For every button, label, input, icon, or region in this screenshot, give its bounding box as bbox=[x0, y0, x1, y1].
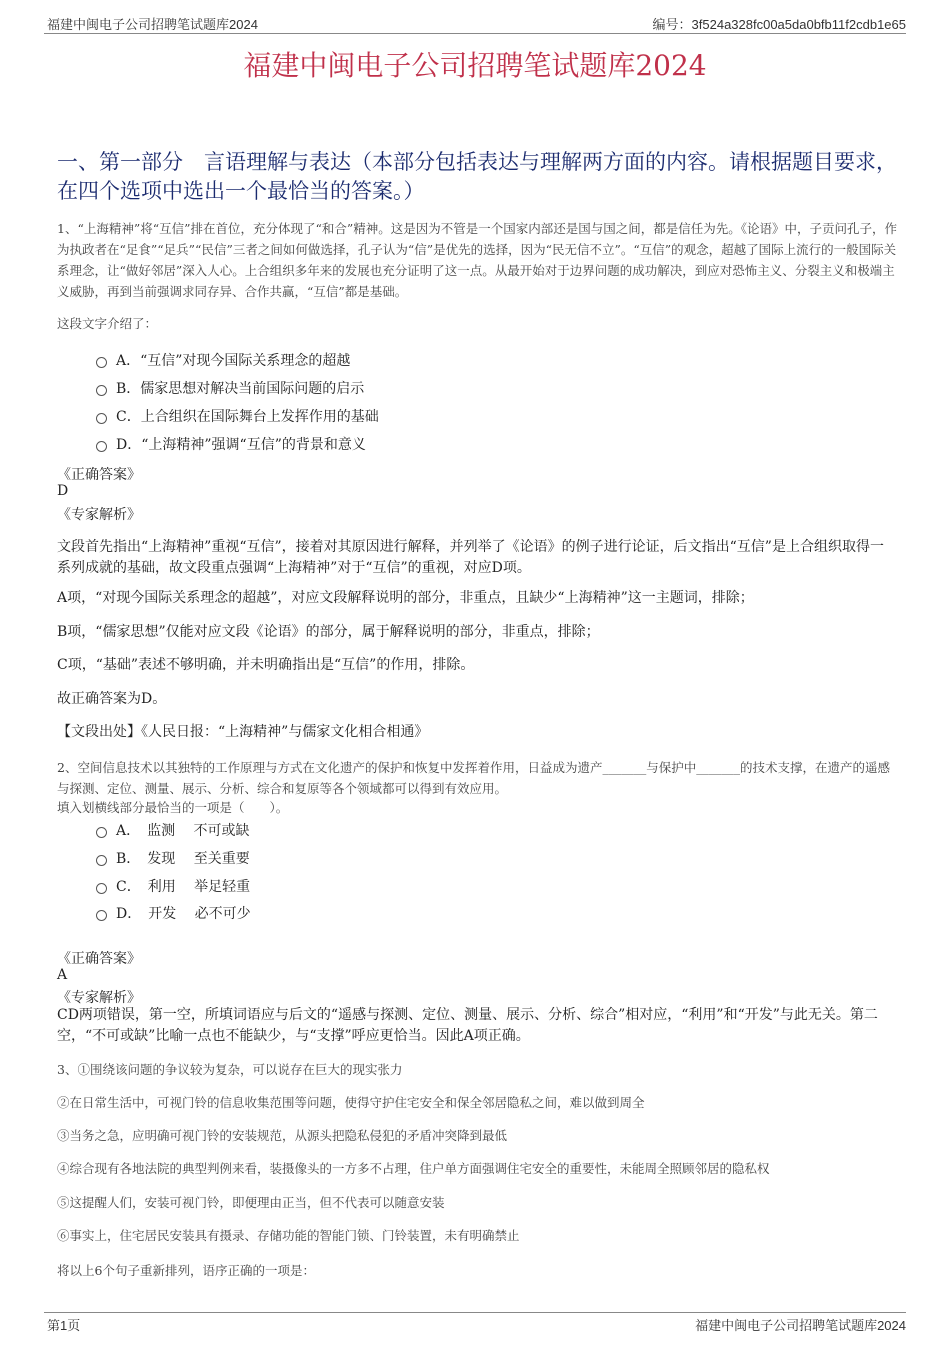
q3-sentence-2: ②在日常生活中，可视门铃的信息收集范围等问题，使得守护住宅安全和保全邻居隐私之间，难以做到周全 bbox=[57, 1095, 645, 1110]
page-number: 第1页 bbox=[47, 1318, 81, 1333]
q1-answer: D bbox=[57, 483, 69, 499]
q2-stem: 2、空间信息技术以其独特的工作原理与方式在文化遗产的保护和恢复中发挥着作用，日益成为遗产_______与保护中_______的技术支撑，在遗产的遥感与探测、定位、测量、展示、分析、综合和复原等各个领域都可以得到有效应用。 bbox=[57, 760, 890, 796]
q1-option-c-label: C．上合组织在国际舞台上发挥作用的基础 bbox=[116, 409, 379, 425]
radio-icon[interactable] bbox=[96, 385, 107, 396]
radio-icon[interactable] bbox=[96, 827, 107, 838]
radio-icon[interactable] bbox=[96, 357, 107, 368]
q1-source: 【文段出处】《人民日报：“上海精神”与儒家文化相合相通》 bbox=[57, 724, 429, 740]
q3-sentence-4: ④综合现有各地法院的典型判例来看，装摄像头的一方多不占理，住户单方面强调住宅安全的重要性，未能周全照顾邻居的隐私权 bbox=[57, 1161, 770, 1176]
q1-option-b-label: B．儒家思想对解决当前国际问题的启示 bbox=[116, 381, 365, 397]
footer-title: 福建中闽电子公司招聘笔试题库2024 bbox=[695, 1318, 906, 1333]
q1-option-c[interactable] bbox=[96, 406, 379, 426]
header-left: 福建中闽电子公司招聘笔试题库2024 bbox=[47, 17, 258, 32]
q1-analysis-conclusion: 故正确答案为D。 bbox=[57, 691, 167, 707]
q3-sentence-5: ⑤这提醒人们，安装可视门铃，即便理由正当，但不代表可以随意安装 bbox=[57, 1195, 445, 1210]
q2-analysis-label: 《专家解析》 bbox=[57, 990, 141, 1006]
q2-option-c[interactable] bbox=[96, 876, 250, 896]
q3-sentence-6: ⑥事实上，住宅居民安装具有摄录、存储功能的智能门锁、门铃装置，未有明确禁止 bbox=[57, 1228, 520, 1243]
q1-analysis-label: 《专家解析》 bbox=[57, 507, 141, 523]
q1-analysis-a: A项，“对现今国际关系理念的超越”，对应文段解释说明的部分，非重点，且缺少“上海精神”这一主题词，排除； bbox=[57, 590, 754, 606]
radio-icon[interactable] bbox=[96, 441, 107, 452]
q2-option-d-label: D． 开发 必不可少 bbox=[116, 906, 251, 922]
q2-analysis: CD两项错误，第一空，所填词语应与后文的“遥感与探测、定位、测量、展示、分析、综合”相对应，“利用”和“开发”与此无关。第二空，“不可或缺”比喻一点也不能缺少，与“支撑”呼应更恰当。因此A项正确。 bbox=[57, 1007, 878, 1044]
q1-prompt: 这段文字介绍了： bbox=[57, 316, 158, 331]
q1-analysis-main: 文段首先指出“上海精神”重视“互信”，接着对其原因进行解释，并列举了《论语》的例子进行论证，后文指出“互信”是上合组织取得一系列成就的基础，故文段重点强调“上海精神”对于“互信”的重视，对应D项。 bbox=[57, 539, 884, 576]
q3-sentence-1: 3、①围绕该问题的争议较为复杂，可以说存在巨大的现实张力 bbox=[57, 1062, 403, 1077]
radio-icon[interactable] bbox=[96, 883, 107, 894]
q1-answer-label: 《正确答案》 bbox=[57, 467, 141, 483]
q1-analysis-c: C项，“基础”表述不够明确，并未明确指出是“互信”的作用，排除。 bbox=[57, 657, 475, 673]
radio-icon[interactable] bbox=[96, 413, 107, 424]
q2-prompt: 填入划横线部分最恰当的一项是（ ）。 bbox=[57, 800, 289, 815]
q1-stem: 1、“上海精神”将“互信”排在首位，充分体现了“和合”精神。这是因为不管是一个国家内部还是国与国之间，都是信任为先。《论语》中，子贡问孔子，作为执政者在“足食”“足兵”“民信”三者之间如何做选择，孔子认为“信”是优先的选择，因为“民无信不立”。“互信”的观念，超越了国际上流行的一般国际关系理念，让“做好邻居”深入人心。上合组织多年来的发展也充分证明了这一点。从最开始对于边界问题的成功解决，到应对恐怖主义、分裂主义和极端主义威胁，再到当前强调求同存异、合作共赢，“互信”都是基础。 bbox=[57, 221, 898, 299]
radio-icon[interactable] bbox=[96, 855, 107, 866]
q3-prompt: 将以上6个句子重新排列，语序正确的一项是： bbox=[57, 1263, 315, 1278]
q2-option-d[interactable] bbox=[96, 903, 251, 923]
q2-option-b[interactable] bbox=[96, 848, 250, 868]
q1-analysis-b: B项，“儒家思想”仅能对应文段《论语》的部分，属于解释说明的部分，非重点，排除； bbox=[57, 624, 600, 640]
q1-option-d-label: D．“上海精神”强调“互信”的背景和意义 bbox=[116, 437, 366, 453]
q2-answer: A bbox=[57, 967, 68, 983]
header-serial: 编号：3f524a328fc00a5da0bfb11f2cdb1e65 bbox=[652, 17, 906, 32]
q1-option-b[interactable] bbox=[96, 378, 364, 398]
section-heading: 一、第一部分 言语理解与表达（本部分包括表达与理解两方面的内容。请根据题目要求，在四个选项中选出一个最恰当的答案。） bbox=[57, 150, 897, 203]
q1-option-a-label: A．“互信”对现今国际关系理念的超越 bbox=[116, 353, 351, 369]
q2-option-a-label: A． 监测 不可或缺 bbox=[116, 823, 250, 839]
q1-option-d[interactable] bbox=[96, 434, 366, 454]
header-divider bbox=[44, 33, 906, 34]
q1-option-a[interactable] bbox=[96, 350, 350, 370]
q2-option-b-label: B． 发现 至关重要 bbox=[116, 851, 250, 867]
q2-answer-label: 《正确答案》 bbox=[57, 951, 141, 967]
q2-option-c-label: C． 利用 举足轻重 bbox=[116, 879, 251, 895]
q2-option-a[interactable] bbox=[96, 820, 250, 840]
radio-icon[interactable] bbox=[96, 910, 107, 921]
footer-divider bbox=[44, 1312, 906, 1313]
q3-sentence-3: ③当务之急，应明确可视门铃的安装规范，从源头把隐私侵犯的矛盾冲突降到最低 bbox=[57, 1128, 508, 1143]
page-title: 福建中闽电子公司招聘笔试题库2024 bbox=[243, 49, 707, 82]
